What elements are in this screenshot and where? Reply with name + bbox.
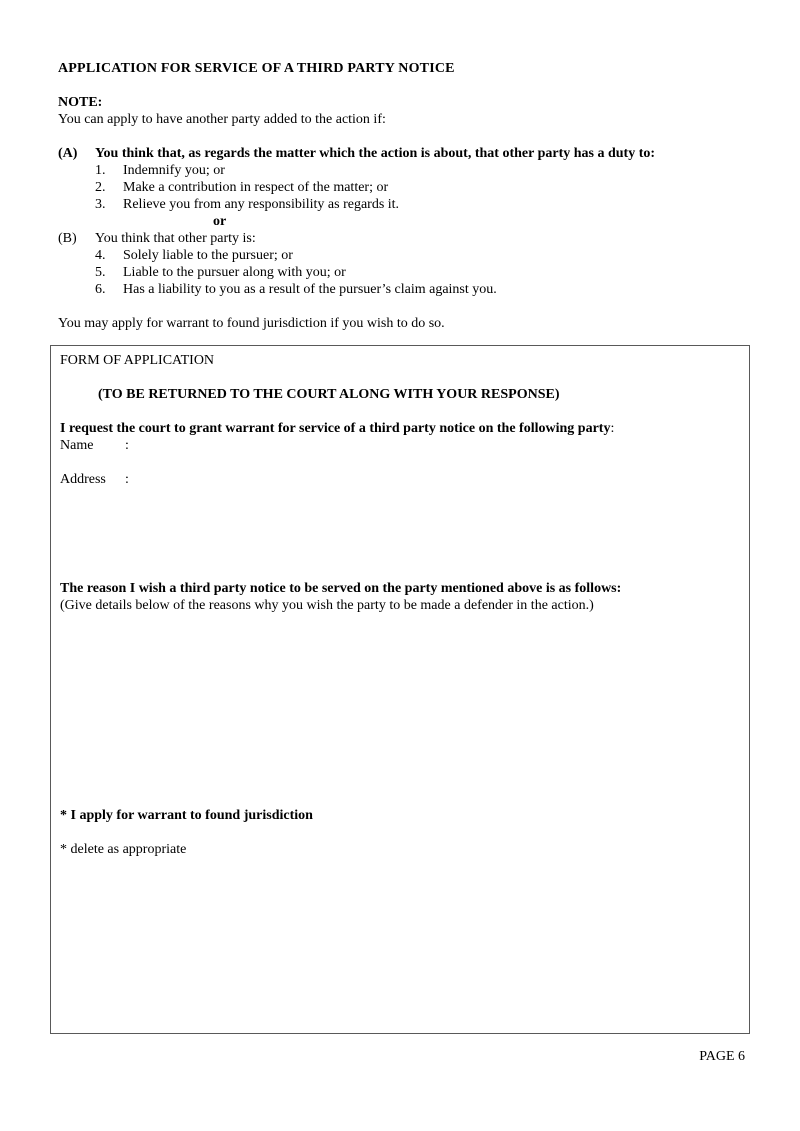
name-colon: :	[125, 438, 129, 453]
item-number: 5.	[95, 265, 106, 280]
item-text: Make a contribution in respect of the matter; or	[123, 180, 389, 195]
item-number: 2.	[95, 180, 106, 195]
spacer	[60, 369, 737, 386]
reason-heading: The reason I wish a third party notice to be served on the party mentioned above is as follows:	[60, 581, 622, 596]
page-footer	[58, 1048, 745, 1065]
name-field[interactable]	[139, 437, 737, 454]
or-separator: or	[213, 214, 227, 229]
return-instruction: (TO BE RETURNED TO THE COURT ALONG WITH YOUR RESPONSE)	[98, 387, 560, 402]
address-write-in-area[interactable]	[60, 488, 737, 580]
request-statement-line	[60, 420, 737, 437]
address-field[interactable]	[139, 471, 737, 488]
item-text: Relieve you from any responsibility as regards it.	[123, 197, 400, 212]
note-text: You can apply to have another party added to the action if:	[58, 112, 386, 127]
name-row	[60, 437, 737, 454]
reason-write-in-area[interactable]	[60, 614, 737, 807]
spacer	[60, 403, 737, 420]
list-item	[95, 281, 745, 298]
spacer	[58, 298, 745, 315]
jurisdiction-note: You may apply for warrant to found jurisdiction if you wish to do so.	[58, 316, 445, 331]
request-colon: :	[610, 421, 615, 436]
note-label: NOTE:	[58, 95, 103, 110]
section-a	[58, 145, 745, 162]
address-row	[60, 471, 737, 488]
item-text: Has a liability to you as a result of the pursuer’s claim against you.	[123, 282, 497, 297]
page-number: PAGE 6	[699, 1049, 745, 1064]
item-text: Liable to the pursuer along with you; or	[123, 265, 346, 280]
section-a-label: (A)	[58, 146, 78, 161]
section-a-heading: You think that, as regards the matter which the action is about, that other party has a duty to:	[95, 146, 656, 161]
item-number: 6.	[95, 282, 106, 297]
form-heading: FORM OF APPLICATION	[60, 353, 215, 368]
list-item	[95, 247, 745, 264]
section-b-label: (B)	[58, 231, 77, 246]
page-title: APPLICATION FOR SERVICE OF A THIRD PARTY NOTICE	[58, 61, 455, 76]
request-statement: I request the court to grant warrant for service of a third party notice on the following party	[60, 421, 611, 436]
form-of-application-box	[50, 345, 750, 1034]
item-number: 3.	[95, 197, 106, 212]
item-number: 1.	[95, 163, 106, 178]
item-text: Solely liable to the pursuer; or	[123, 248, 293, 263]
address-label: Address	[60, 472, 106, 487]
spacer	[58, 128, 745, 145]
spacer	[60, 824, 737, 841]
item-text: Indemnify you; or	[123, 163, 225, 178]
section-b-heading: You think that other party is:	[95, 231, 256, 246]
list-item	[95, 162, 745, 179]
reason-hint: (Give details below of the reasons why you wish the party to be made a defender in the action.)	[60, 598, 594, 613]
warrant-statement: * I apply for warrant to found jurisdiction	[60, 808, 313, 823]
section-b	[58, 230, 745, 247]
item-number: 4.	[95, 248, 106, 263]
list-item	[95, 264, 745, 281]
spacer	[60, 454, 737, 471]
delete-note: * delete as appropriate	[60, 842, 187, 857]
list-item	[95, 196, 745, 213]
name-label: Name	[60, 438, 94, 453]
address-colon: :	[125, 472, 129, 487]
section-b-list	[95, 247, 745, 298]
section-a-list	[95, 162, 745, 213]
list-item	[95, 179, 745, 196]
